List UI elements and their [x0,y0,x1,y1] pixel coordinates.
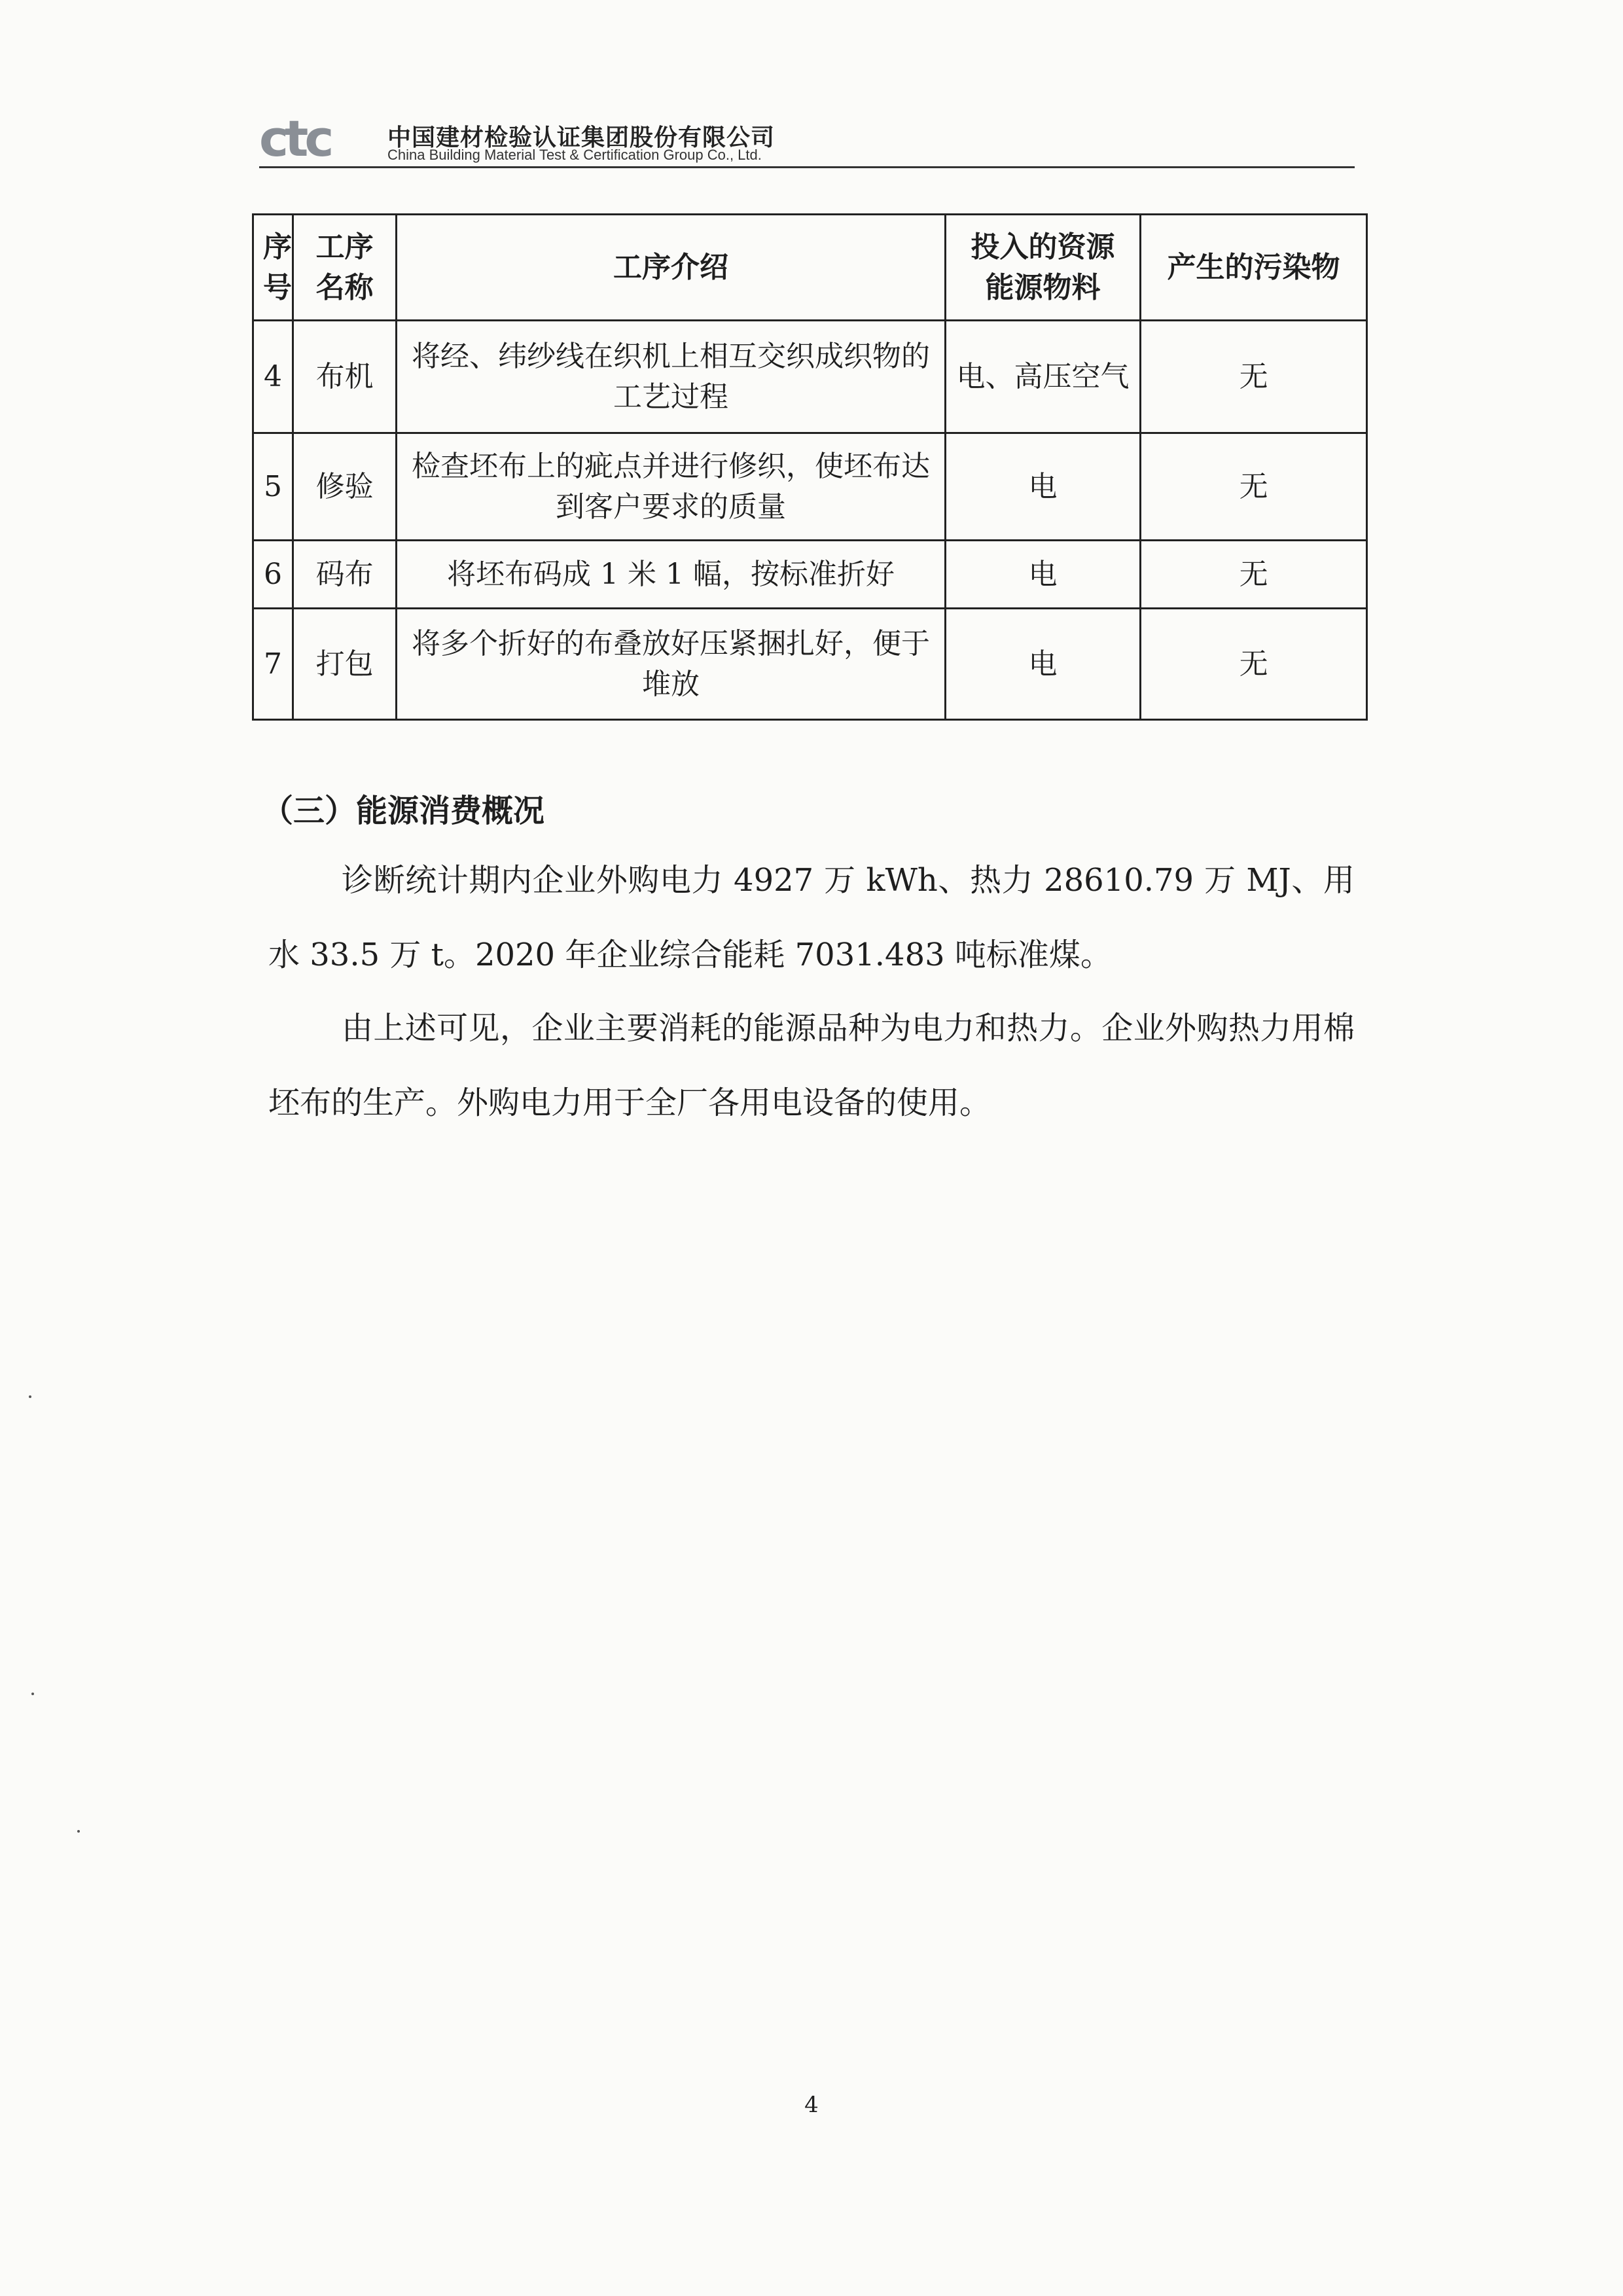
cell-name: 布机 [293,321,397,433]
table-header-row [253,215,1367,321]
scan-speck [29,1395,31,1398]
cell-input: 电 [945,433,1140,541]
cell-input: 电 [945,541,1140,609]
cell-name: 打包 [293,609,397,720]
svg-text:ctc: ctc [259,118,330,162]
cell-name: 码布 [293,541,397,609]
cell-seq: 5 [253,433,293,541]
header-desc: 工序介绍 [397,215,946,321]
header-input: 投入的资源 能源物料 [945,215,1140,321]
page-number: 4 [804,2092,819,2118]
letterhead [259,110,1355,165]
process-table [252,213,1368,721]
cell-desc: 将多个折好的布叠放好压紧捆扎好，便于堆放 [397,609,946,720]
header-divider [259,166,1355,168]
section-heading: （三）能源消费概况 [262,793,545,829]
header-pollutant: 产生的污染物 [1141,215,1367,321]
cell-seq: 4 [253,321,293,433]
cell-seq: 7 [253,609,293,720]
scan-speck [31,1693,34,1695]
cell-input: 电、高压空气 [945,321,1140,433]
cell-seq: 6 [253,541,293,609]
company-name-en: China Building Material Test & Certification Group Co., Ltd. [387,147,762,163]
header-name: 工序 名称 [293,215,397,321]
paragraph-energy-stats: 诊断统计期内企业外购电力 4927 万 kWh、热力 28610.79 万 MJ、用水 33.5 万 t。2020 年企业综合能耗 7031.483 吨标准煤。 [268,862,1355,973]
cell-input: 电 [945,609,1140,720]
ctc-logo [259,118,372,162]
cell-pollutant: 无 [1141,609,1367,720]
cell-desc: 将坯布码成 1 米 1 幅，按标准折好 [397,541,946,609]
scan-speck [77,1830,80,1833]
cell-pollutant: 无 [1141,433,1367,541]
paragraph-energy-summary: 由上述可见，企业主要消耗的能源品种为电力和热力。企业外购热力用棉坯布的生产。外购电力用于全厂各用电设备的使用。 [268,1010,1355,1121]
cell-pollutant: 无 [1141,321,1367,433]
table-row [253,321,1367,433]
company-name-cn: 中国建材检验认证集团股份有限公司 [387,124,776,151]
header-seq: 序 号 [253,215,293,321]
cell-name: 修验 [293,433,397,541]
cell-desc: 将经、纬纱线在织机上相互交织成织物的工艺过程 [397,321,946,433]
cell-pollutant: 无 [1141,541,1367,609]
table-row [253,609,1367,720]
table-row [253,541,1367,609]
cell-desc: 检查坯布上的疵点并进行修织，使坯布达到客户要求的质量 [397,433,946,541]
table-row [253,433,1367,541]
